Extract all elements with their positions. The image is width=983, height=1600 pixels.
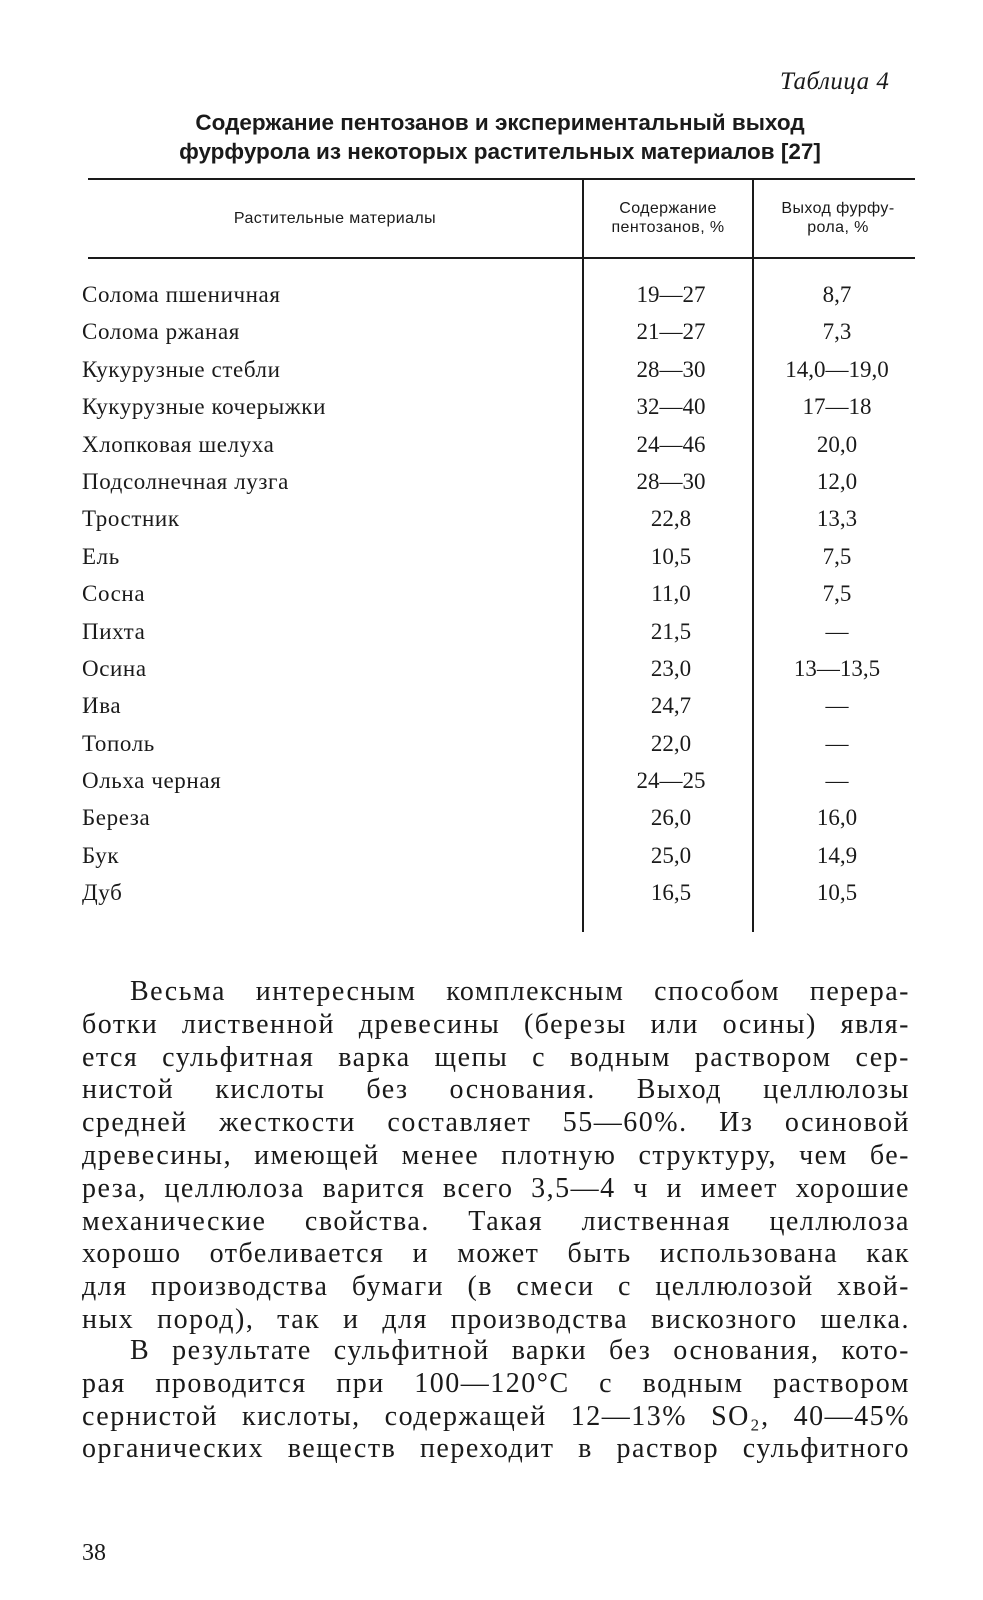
text-line: органических веществ переходит в раствор сульфитного	[82, 1433, 910, 1465]
yield-cell: 7,3	[822, 319, 852, 345]
text-line: сернистой кислоты, содержащей 12—13% SO₂, 40—45%	[82, 1400, 910, 1432]
yield-cell: 8,7	[822, 282, 852, 307]
material-cell: Хлопковая шелуха	[82, 431, 275, 457]
material-cell: Кукурузные кочерыжки	[82, 394, 326, 420]
pentosan-cell: 10,5	[650, 543, 692, 569]
table-body	[0, 279, 983, 915]
table-row	[0, 765, 983, 802]
table-row	[0, 616, 983, 653]
pentosan-cell: 24,7	[650, 693, 692, 719]
yield-cell: 20,0	[816, 431, 858, 457]
table-row	[0, 578, 983, 615]
yield-cell: 10,5	[816, 880, 858, 906]
table-row	[0, 316, 983, 353]
table-title	[90, 108, 910, 166]
table-row	[0, 354, 983, 391]
header-pentosan-line: пентозанов, %	[611, 219, 725, 236]
yield-cell: —	[825, 768, 849, 794]
table-row	[0, 653, 983, 690]
text-line: для производства бумаги (в смеси с целлюлозой хвой-	[82, 1271, 910, 1303]
pentosan-cell: 28—30	[636, 468, 706, 494]
table-row	[0, 429, 983, 466]
text-line: Весьма интересным комплексным способом перера-	[130, 976, 910, 1007]
yield-cell: 7,5	[822, 581, 852, 607]
header-yield-line: Выход фурфу-	[781, 200, 895, 217]
text-line: средней жесткости составляет 55—60%. Из осиновой	[82, 1107, 910, 1139]
material-cell: Дуб	[82, 880, 123, 906]
pentosan-cell: 11,0	[651, 581, 691, 607]
table-row	[0, 391, 983, 428]
material-cell: Подсолнечная лузга	[82, 468, 289, 494]
header-material: Растительные материалы	[233, 210, 437, 227]
table-header-rule	[88, 257, 915, 259]
material-cell: Ольха черная	[82, 768, 222, 794]
table-row	[0, 840, 983, 877]
yield-cell: 14,0—19,0	[785, 356, 889, 382]
yield-cell: —	[825, 693, 849, 719]
yield-cell: —	[825, 730, 849, 756]
text-line: ных пород), так и для производства вискозного шелка.	[82, 1303, 910, 1335]
material-cell: Пихта	[82, 618, 146, 644]
header-pentosan	[586, 199, 750, 237]
material-cell: Кукурузные стебли	[82, 356, 281, 382]
table-top-rule	[88, 178, 915, 180]
pentosan-cell: 25,0	[650, 842, 692, 868]
text-line: механические свойства. Такая лиственная целлюлоза	[82, 1205, 910, 1237]
pentosan-cell: 19—27	[636, 282, 706, 307]
material-cell: Бук	[82, 842, 120, 868]
table-row	[0, 503, 983, 540]
yield-cell: 13—13,5	[793, 655, 881, 681]
yield-cell: 16,0	[816, 805, 858, 831]
page-number: 38	[82, 1540, 106, 1566]
yield-cell: 7,5	[822, 543, 852, 569]
table-row	[0, 877, 983, 914]
material-cell: Солома пшеничная	[82, 282, 281, 307]
pentosan-cell: 23,0	[650, 655, 692, 681]
material-cell: Солома ржаная	[82, 319, 240, 345]
pentosan-cell: 26,0	[650, 805, 692, 831]
pentosan-cell: 16,5	[650, 880, 692, 906]
text-line: нистой кислоты без основания. Выход целлюлозы	[82, 1074, 910, 1106]
material-cell: Осина	[82, 655, 147, 681]
yield-cell: 14,9	[816, 842, 858, 868]
table-row	[0, 541, 983, 578]
yield-cell: —	[825, 618, 849, 644]
material-cell: Тростник	[82, 506, 180, 532]
material-cell: Береза	[82, 805, 151, 831]
pentosan-cell: 21—27	[636, 319, 706, 345]
yield-cell: 12,0	[816, 468, 858, 494]
pentosan-cell: 32—40	[636, 394, 706, 420]
paragraph-2	[82, 1335, 910, 1466]
table-title-line: фурфурола из некоторых растительных материалов [27]	[179, 139, 821, 164]
table-row	[0, 690, 983, 727]
pentosan-cell: 21,5	[650, 618, 692, 644]
table-row	[0, 466, 983, 503]
paragraph-1	[82, 976, 910, 1337]
header-yield-line: рола, %	[807, 219, 869, 236]
pentosan-cell: 22,8	[650, 506, 692, 532]
header-pentosan-line: Содержание	[619, 200, 717, 217]
text-line: В результате сульфитной варки без основания, кото-	[130, 1335, 910, 1366]
material-cell: Ива	[82, 693, 122, 719]
table-label: Таблица 4	[780, 68, 890, 95]
text-line: реза, целлюлоза варится всего 3,5—4 ч и имеет хорошие	[82, 1172, 910, 1204]
pentosan-cell: 22,0	[650, 730, 692, 756]
material-cell: Сосна	[82, 581, 146, 607]
yield-cell: 17—18	[802, 394, 872, 420]
pentosan-cell: 24—25	[636, 768, 706, 794]
material-cell: Тополь	[82, 730, 155, 756]
table-row	[0, 728, 983, 765]
table-row	[0, 279, 983, 316]
text-line: хорошо отбеливается и может быть использована как	[82, 1238, 910, 1270]
pentosan-cell: 24—46	[636, 431, 706, 457]
table-row	[0, 802, 983, 839]
text-line: древесины, имеющей менее плотную структуру, чем бе-	[82, 1139, 910, 1171]
material-cell: Ель	[82, 543, 120, 569]
table-title-line: Содержание пентозанов и экспериментальный выход	[195, 110, 805, 135]
text-line: рая проводится при 100—120°С с водным раствором	[82, 1367, 910, 1399]
text-line: ется сульфитная варка щепы с водным раствором сер-	[82, 1041, 910, 1073]
yield-cell: 13,3	[816, 506, 858, 532]
text-line: ботки лиственной древесины (березы или осины) явля-	[82, 1008, 910, 1040]
header-yield	[756, 199, 920, 237]
pentosan-cell: 28—30	[636, 356, 706, 382]
